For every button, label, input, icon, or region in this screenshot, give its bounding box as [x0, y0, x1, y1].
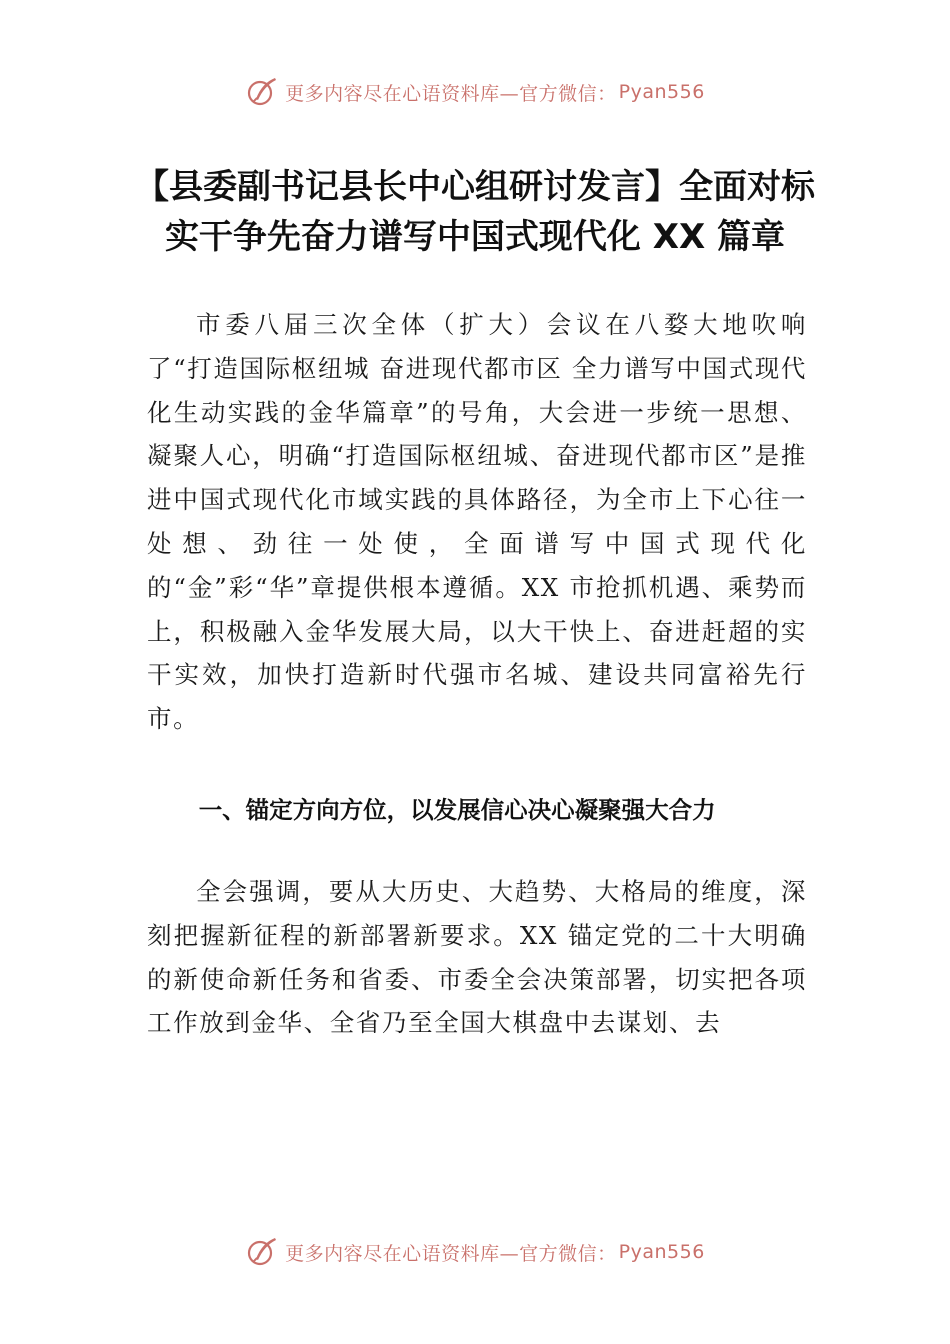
quill-logo-icon	[245, 1235, 279, 1269]
footer-watermark	[0, 1232, 950, 1272]
watermark-text: 更多内容尽在心语资料库—官方微信：	[285, 1242, 617, 1265]
body-paragraph-2: 全会强调，要从大历史、大趋势、大格局的维度，深刻把握新征程的新部署新要求。XX 锚定党的二十大明确的新使命新任务和省委、市委全会决策部署，切实把各项工作放到金华、全省乃至全国大棋盘中去谋划、去	[147, 877, 807, 1038]
section-heading: 一、锚定方向方位，以发展信心决心凝聚强大合力	[198, 796, 716, 824]
watermark-account: Pyan556	[618, 81, 705, 103]
header-watermark	[0, 72, 950, 112]
watermark-account: Pyan556	[618, 1241, 705, 1263]
watermark-text: 更多内容尽在心语资料库—官方微信：	[285, 82, 617, 105]
document-title: 【县委副书记县长中心组研讨发言】全面对标实干争先奋力谱写中国式现代化 XX 篇章	[135, 167, 815, 257]
quill-logo-icon	[245, 75, 279, 109]
body-paragraph-1: 市委八届三次全体（扩大）会议在八婺大地吹响了“打造国际枢纽城 奋进现代都市区 全力谱写中国式现代化生动实践的金华篇章”的号角，大会进一步统一思想、凝聚人心，明确“打造国际枢纽城、奋进现代都市区”是推进中国式现代化市域实践的具体路径，为全市上下心往一处想、劲往一处使，全面谱写中国式现代化的“金”彩“华”章提供根本遵循。XX 市抢抓机遇、乘势而上，积极融入金华发展大局，以大干快上、奋进赶超的实干实效，加快打造新时代强市名城、建设共同富裕先行市。	[147, 310, 807, 734]
